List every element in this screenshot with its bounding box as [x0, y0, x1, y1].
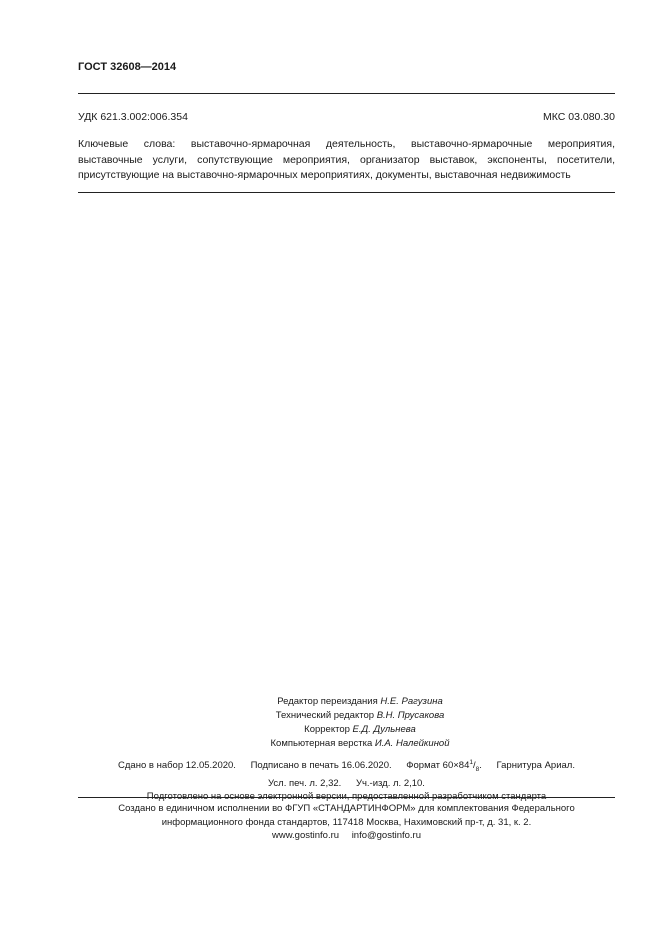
website-link[interactable]: www.gostinfo.ru — [271, 830, 340, 841]
editorial-staff — [180, 695, 540, 751]
staff-row — [180, 723, 540, 737]
udk-code: УДК 621.3.002:006.354 — [78, 111, 188, 123]
printed-sheets: Усл. печ. л. 2,32. — [268, 777, 342, 789]
paper-format: Формат $60\times 84^1/_8$. — [406, 759, 482, 774]
publisher-footer — [78, 802, 615, 843]
staff-name: Е.Д. Дульнева — [352, 724, 416, 735]
footer-line-1: Создано в единичном исполнении во ФГУП «СТАНДАРТИНФОРМ» для комплектования Федерального — [118, 803, 575, 814]
staff-row — [180, 737, 540, 751]
signed-date: Подписано в печать 16.06.2020. — [250, 760, 392, 772]
format-prefix: Формат 60×84 — [406, 760, 470, 772]
format-denominator: 8 — [475, 766, 480, 774]
staff-name: В.Н. Прусакова — [376, 710, 445, 721]
staff-row — [180, 695, 540, 709]
staff-name: Н.Е. Рагузина — [380, 696, 443, 707]
print-line-2 — [78, 777, 615, 791]
mks-code: МКС 03.080.30 — [543, 111, 615, 123]
staff-name: И.А. Налейкиной — [374, 738, 450, 749]
staff-role: Корректор — [304, 724, 350, 735]
format-numerator: 1 — [469, 759, 473, 766]
format-suffix: . — [479, 760, 482, 772]
keywords-divider — [78, 192, 615, 193]
staff-role: Технический редактор — [275, 710, 375, 721]
footer-contacts — [78, 829, 615, 843]
top-divider — [78, 93, 615, 94]
submitted-date: Сдано в набор 12.05.2020. — [118, 760, 236, 772]
staff-role: Компьютерная верстка — [270, 738, 373, 749]
footer-divider — [78, 797, 615, 798]
email-link[interactable]: info@gostinfo.ru — [351, 830, 422, 841]
footer-line-2: информационного фонда стандартов, 117418 Москва, Нахимовский пр-т, д. 31, к. 2. — [161, 816, 532, 828]
standard-code: ГОСТ 32608—2014 — [78, 61, 177, 73]
keywords-paragraph: Ключевые слова: выставочно-ярмарочная деятельность, выставочно-ярмарочные мероприятия, выставочные услуги, сопутствующие мероприятия, организатор выставок, экспоненты, посетители, присутствующие на выставочно-ярмарочных мероприятиях, документы, выставочная недвижимость — [78, 138, 615, 181]
staff-row — [180, 709, 540, 723]
print-line-1 — [78, 756, 615, 777]
publisher-sheets: Уч.-изд. л. 2,10. — [355, 777, 425, 789]
prepared-note: Подготовлено на основе электронной версии, предоставленной разработчиком стандарта — [146, 791, 547, 803]
typeface: Гарнитура Ариал. — [496, 760, 575, 772]
staff-role: Редактор переиздания — [277, 696, 378, 707]
